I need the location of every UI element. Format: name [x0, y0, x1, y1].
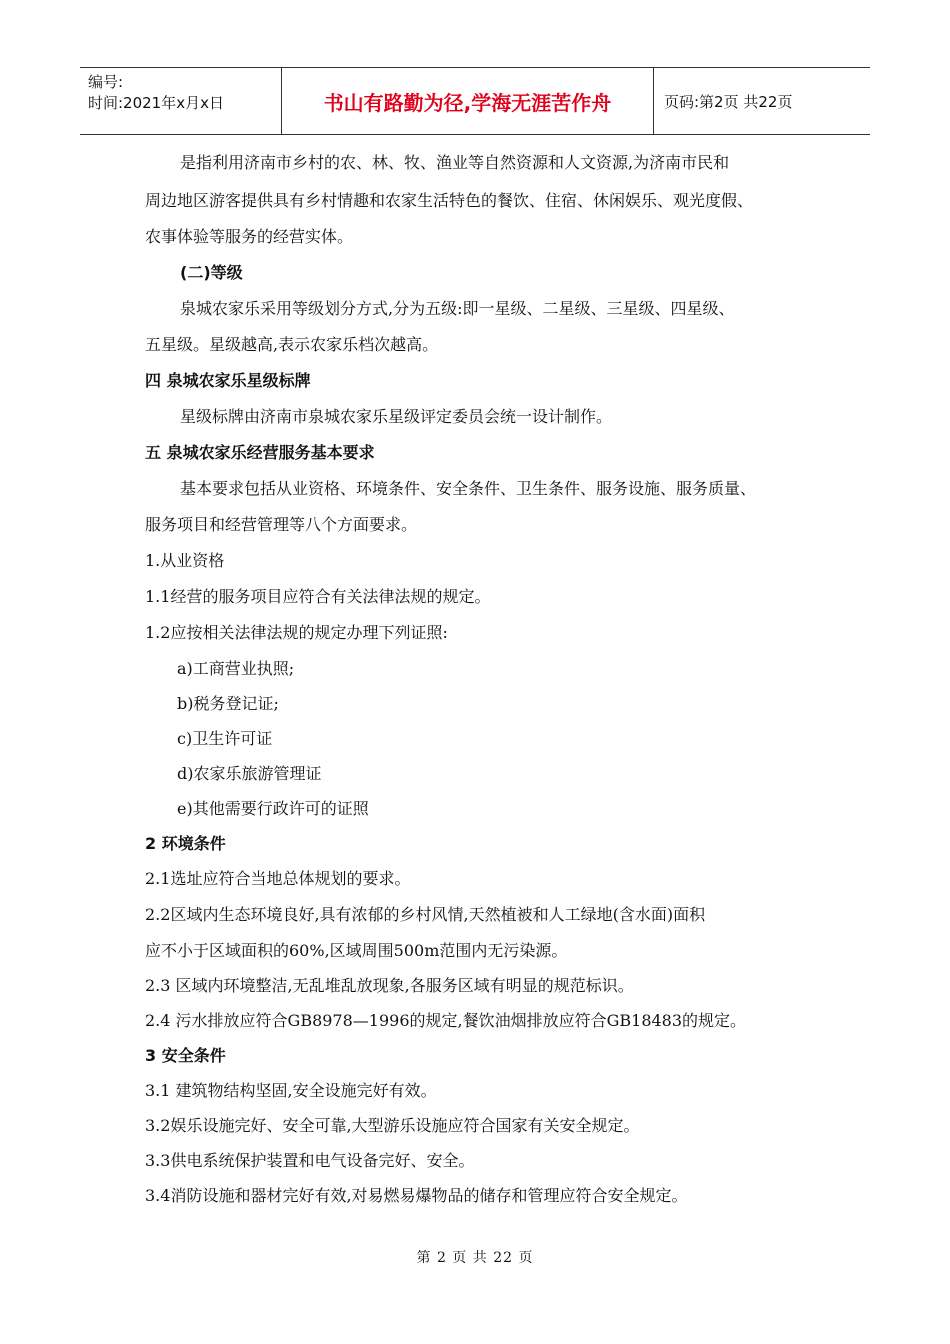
section-heading: 四 泉城农家乐星级标牌	[145, 371, 311, 390]
paragraph-line: 3.4消防设施和器材完好有效,对易燃易爆物品的储存和管理应符合安全规定。	[145, 1186, 688, 1205]
paragraph-line: 2.4 污水排放应符合GB8978—1996的规定,餐饮油烟排放应符合GB18483的规定。	[145, 1011, 747, 1030]
paragraph-line: 2.3 区域内环境整洁,无乱堆乱放现象,各服务区域有明显的规范标识。	[145, 976, 634, 995]
page-header	[80, 67, 870, 135]
section-heading: 3 安全条件	[145, 1046, 226, 1065]
header-page-info: 页码:第2页 共22页	[664, 92, 793, 111]
paragraph-line: 3.3供电系统保护装置和电气设备完好、安全。	[145, 1151, 475, 1170]
section-heading: 五 泉城农家乐经营服务基本要求	[145, 443, 375, 462]
list-item: b)税务登记证;	[177, 694, 279, 713]
list-item: c)卫生许可证	[177, 729, 273, 748]
section-heading: 2 环境条件	[145, 834, 226, 853]
doc-date-label: 时间:2021年x月x日	[88, 94, 224, 112]
paragraph-line: 是指利用济南市乡村的农、林、牧、渔业等自然资源和人文资源,为济南市民和	[180, 153, 730, 172]
paragraph-line: 周边地区游客提供具有乡村情趣和农家生活特色的餐饮、住宿、休闲娱乐、观光度假、	[145, 191, 754, 210]
paragraph-line: 应不小于区域面积的60%,区域周围500m范围内无污染源。	[145, 941, 568, 960]
header-meta	[80, 68, 282, 134]
list-item: e)其他需要行政许可的证照	[177, 799, 369, 818]
paragraph-line: 服务项目和经营管理等八个方面要求。	[145, 515, 418, 534]
subsection-heading: 1.从业资格	[145, 551, 225, 570]
paragraph-line: 3.2娱乐设施完好、安全可靠,大型游乐设施应符合国家有关安全规定。	[145, 1116, 640, 1135]
paragraph-line: 基本要求包括从业资格、环境条件、安全条件、卫生条件、服务设施、服务质量、	[180, 479, 757, 498]
paragraph-line: 泉城农家乐采用等级划分方式,分为五级:即一星级、二星级、三星级、四星级、	[180, 299, 735, 318]
paragraph-line: 1.2应按相关法律法规的规定办理下列证照:	[145, 623, 448, 642]
paragraph-line: 农事体验等服务的经营实体。	[145, 227, 354, 246]
paragraph-line: 星级标牌由济南市泉城农家乐星级评定委员会统一设计制作。	[180, 407, 613, 426]
doc-number-label: 编号:	[88, 73, 124, 91]
paragraph-line: 2.2区域内生态环境良好,具有浓郁的乡村风情,天然植被和人工绿地(含水面)面积	[145, 905, 706, 924]
paragraph-line: 2.1选址应符合当地总体规划的要求。	[145, 869, 411, 888]
page-footer: 第 2 页 共 22 页	[416, 1250, 534, 1266]
paragraph-line: 3.1 建筑物结构坚固,安全设施完好有效。	[145, 1081, 437, 1100]
list-item: a)工商营业执照;	[177, 659, 295, 678]
list-item: d)农家乐旅游管理证	[177, 764, 322, 783]
paragraph-line: 五星级。星级越高,表示农家乐档次越高。	[145, 335, 439, 354]
header-motto: 书山有路勤为径,学海无涯苦作舟	[282, 68, 654, 134]
section-heading: (二)等级	[180, 263, 243, 282]
paragraph-line: 1.1经营的服务项目应符合有关法律法规的规定。	[145, 587, 491, 606]
